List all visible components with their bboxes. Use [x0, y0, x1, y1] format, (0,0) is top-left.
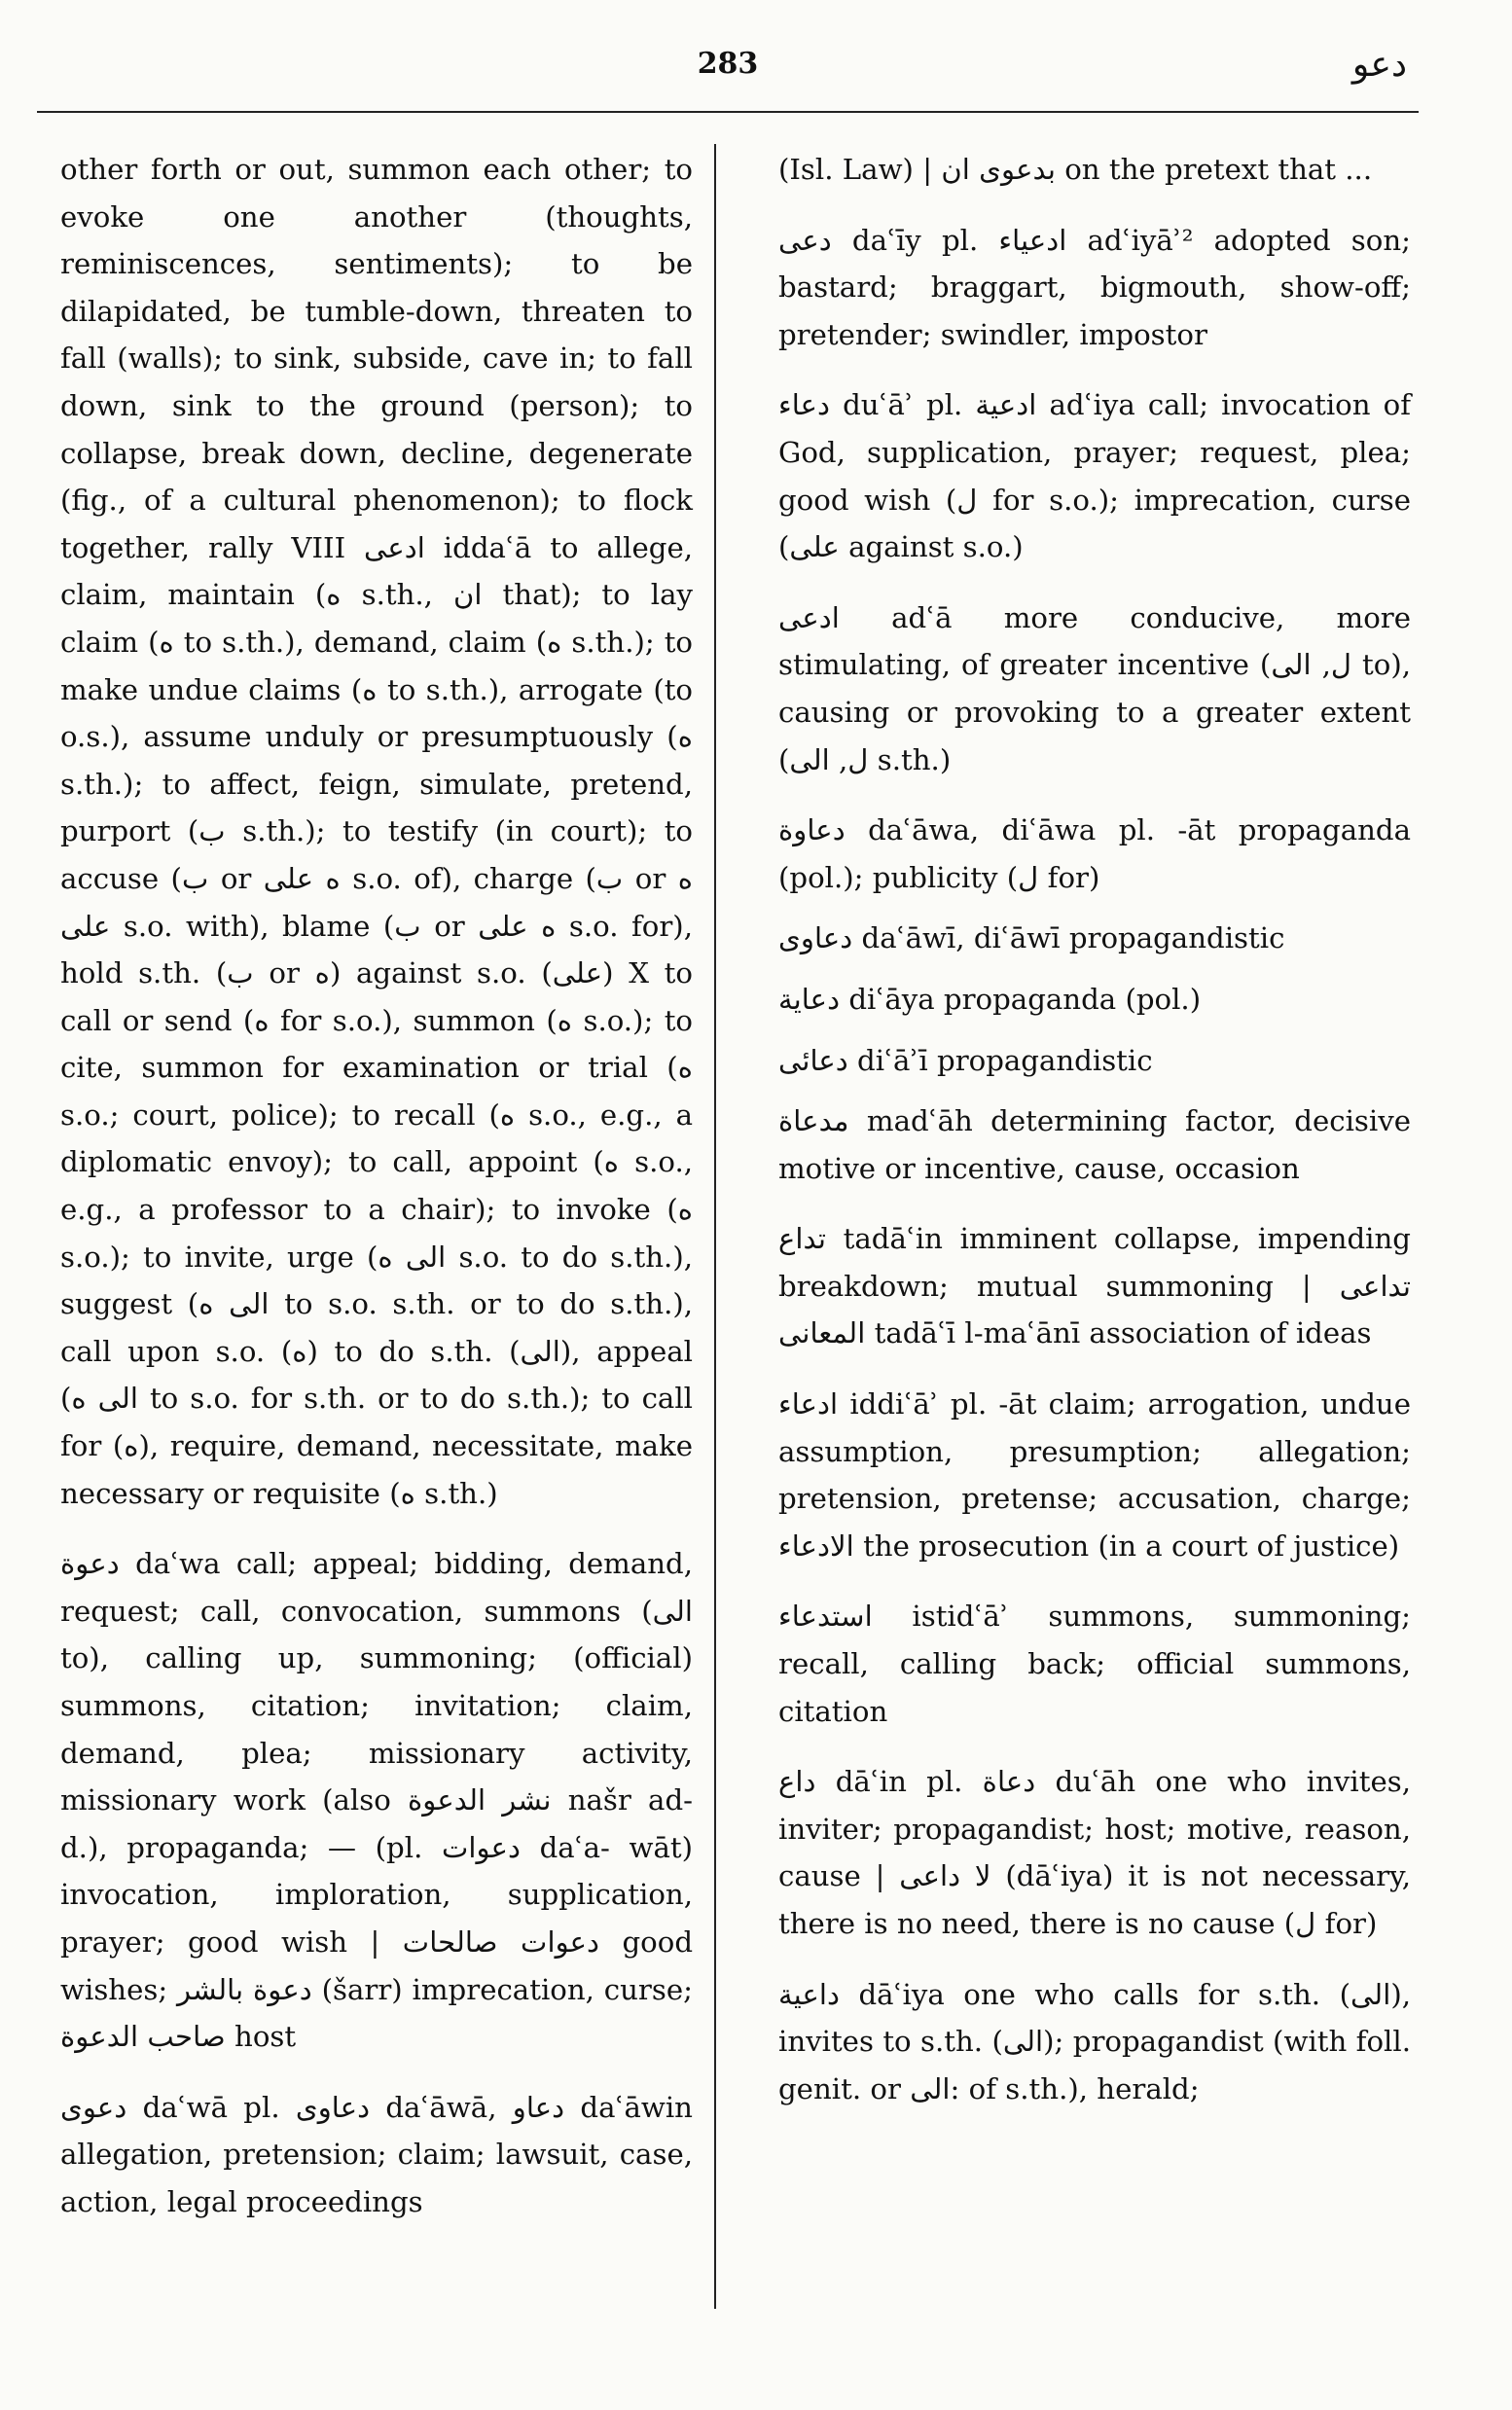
entry-paragraph: other forth or out, summon each other; to evoke one another (thoughts, reminiscences, sentiments); to be dilapidated, be tumble-down, threaten to fall (walls); to sink, subside, cave in; to fall down, sink to the ground (person); to collapse, break down, decline, degenerate (fig., of a cultural phenomenon); to flock together, rally VIII ادعى iddaʿā to allege, claim, maintain (ه s.th., ان that); to lay claim (ه to s.th.), demand, claim (ه s.th.); to make undue claims (ه to s.th.), arrogate (to o.s.), assume unduly or presumptuously (ه s.th.); to affect, feign, simulate, pretend, purport (ب s.th.); to testify (in court); to accuse (ب or ه على s.o. of), charge (ب or ه على s.o. with), blame (ب or ه على s.o. for), hold s.th. (ب or ه) against s.o. (على) X to call or send (ه for s.o.), summon (ه s.o.); to cite, summon for examination or trial (ه s.o.; court, police); to recall (ه s.o., e.g., a diplomatic envoy); to call, appoint (ه s.o., e.g., a professor to a chair); to invoke (ه s.o.); to invite, urge (الى ه s.o. to do s.th.), suggest (الى ه to s.o. s.th. or to do s.th.), call upon s.o. (ه) to do s.th. (الى), appeal (الى ه to s.o. for s.th. or to do s.th.); to call for (ه), require, demand, necessitate, make necessary or requisite (ه s.th.) — [60, 153, 694, 1510]
page-number: 283 — [697, 47, 759, 81]
left-column — [60, 146, 693, 2249]
running-headword: دعو — [1351, 45, 1407, 85]
entry-paragraph: ادعاء iddiʿāʾ pl. -āt claim; arrogation, undue assumption, presumption; allegation; pretension, pretense; accusation, charge; الادعاء the prosecution (in a court of justice) — [778, 1387, 1411, 1563]
entry-paragraph: دعوى daʿwā pl. دعاوى daʿāwā, دعاو daʿāwin allegation, pretension; claim; lawsuit, case, action, legal proceedings — [60, 2090, 693, 2218]
right-column — [778, 146, 1411, 2136]
entry-paragraph: داعية dāʿiya one who calls for s.th. (الى), invites to s.th. (الى); propagandist (with foll. genit. or الى: of s.th.), herald; — [778, 1977, 1411, 2105]
entry-paragraph: دعى daʿīy pl. ادعياء adʿiyāʾ² adopted son; bastard; braggart, bigmouth, show-off; pretender; swindler, impostor — [778, 223, 1411, 351]
entry-paragraph: (Isl. Law) | بدعوى ان on the pretext that ... — [778, 153, 1373, 186]
entry-paragraph: ادعى adʿā more conducive, more stimulating, of greater incentive (ل, الى to), causing or provoking to a greater extent (ل, الى s.th.) — [778, 600, 1412, 776]
entry-paragraph: استدعاء istidʿāʾ summons, summoning; recall, calling back; official summons, citation — [778, 1600, 1411, 1728]
entry-paragraph: دعوة daʿwa call; appeal; bidding, demand, request; call, convocation, summons (الى to), calling up, summoning; (official) summons, citation; invitation; claim, demand, plea; missionary activity, missionary work (also نشر الدعوة našr ad-d.), propaganda; — (pl. دعوات daʿa- wāt) invocation, imploration, supplication, prayer; good wish | دعوات صالحات good wishes; دعوة بالشر (šarr) imprecation, curse; صاحب الدعوة host — [60, 1547, 694, 2054]
page-header — [37, 35, 1419, 113]
entry-paragraph: مدعاة madʿāh determining factor, decisive motive or incentive, cause, occasion — [778, 1104, 1411, 1185]
entry-paragraph: دعاوى daʿāwī, diʿāwī propagandistic — [778, 921, 1285, 955]
entry-paragraph: دعاء duʿāʾ pl. ادعية adʿiya call; invocation of God, supplication, prayer; request, plea; good wish (ل for s.o.); imprecation, curse (على against s.o.) — [778, 388, 1412, 564]
entry-paragraph: دعائى diʿāʾī propagandistic — [778, 1043, 1153, 1077]
entry-paragraph: دعاية diʿāya propaganda (pol.) — [778, 982, 1202, 1016]
entry-paragraph: تداع tadāʿin imminent collapse, impending breakdown; mutual summoning | تداعى المعانى tadāʿī l-maʿānī association of ideas — [778, 1222, 1411, 1350]
entry-paragraph: دعاوة daʿāwa, diʿāwa pl. -āt propaganda (pol.); publicity (ل for) — [778, 813, 1411, 894]
entry-paragraph: داع dāʿin pl. دعاة duʿāh one who invites, inviter; propagandist; host; motive, reason, cause | لا داعى (dāʿiya) it is not necessary, there is no need, there is no cause (ل for) — [778, 1765, 1412, 1940]
column-divider — [714, 144, 716, 2309]
